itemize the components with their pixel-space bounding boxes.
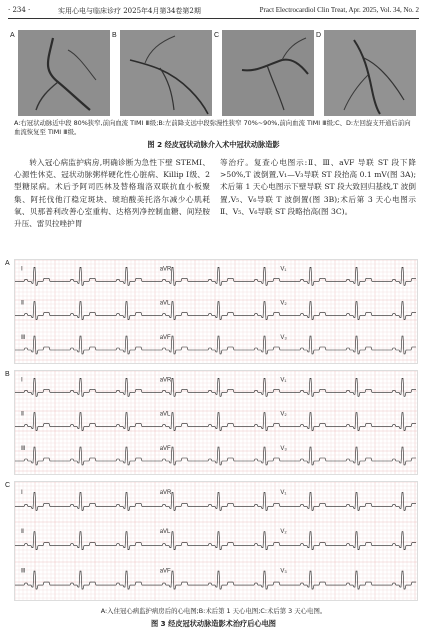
- lead-label-precordial: V₁: [280, 377, 287, 384]
- lead-label-limb: Ⅱ: [21, 300, 24, 307]
- panel-label-d: D: [316, 32, 322, 39]
- figure2-title: 图 2 经皮冠状动脉介入术中冠状动脉造影: [147, 140, 280, 149]
- page-number: · 234 ·: [8, 6, 31, 14]
- figure3-caption: A:入住冠心病监护病房后的心电图;B:术后第 1 天心电图;C:术后第 3 天心电图。: [100, 607, 327, 615]
- figure2-angiograms: [10, 30, 416, 116]
- lead-label-limb: Ⅰ: [21, 377, 23, 384]
- lead-label-limb: Ⅰ: [21, 489, 23, 496]
- lead-label-augmented: aVL: [159, 411, 171, 418]
- lead-label-augmented: aVF: [159, 334, 171, 341]
- ecg-panel-letter: C: [5, 482, 11, 489]
- lead-label-augmented: aVR: [159, 377, 172, 384]
- lead-label-precordial: V₃: [280, 445, 287, 452]
- angiogram-panel-c: [222, 30, 314, 116]
- figure2-caption: A:右冠状动脉近中段 80%狭窄,前向血流 TIMI Ⅲ级;B:左前降支远中段弥漫性狭窄 70%~90%,前向血流 TIMI Ⅲ级;C、D:左回旋支开通后前向血流恢复至 TIMI Ⅲ级。: [14, 119, 411, 136]
- panel-label-a: A: [10, 32, 15, 39]
- angiogram-image-d: [324, 30, 416, 116]
- angiogram-panel-a: [18, 30, 110, 116]
- angiogram-image-a: [18, 30, 110, 116]
- lead-label-limb: Ⅲ: [21, 568, 26, 575]
- lead-label-precordial: V₁: [280, 489, 287, 496]
- lead-label-limb: Ⅱ: [21, 411, 24, 418]
- ecg-panel-letter: A: [5, 260, 10, 267]
- lead-label-precordial: V₁: [280, 266, 287, 273]
- lead-label-precordial: V₂: [280, 529, 287, 536]
- journal-title-cn: 实用心电与临床诊疗 2025年4月第34卷第2期: [58, 7, 201, 15]
- ecg-tracing-c: [15, 482, 417, 600]
- header-rule: [8, 18, 419, 19]
- lead-label-precordial: V₂: [280, 300, 287, 307]
- body-text-right: 等治疗。复查心电图示:Ⅱ、Ⅲ、aVF 导联 ST 段下降>50%,T 波倒置,V₁—V₃导联 ST 段抬高 0.1 mV(图 3A);术后第 1 天心电图示下壁导联 ST 段大致回归基线,T 波倒置,V₅、V₆导联 T 波倒置(图 3B);术后第 3 天心电图示 Ⅱ、V₅、V₆导联 ST 段略抬高(图 3C)。: [220, 158, 416, 216]
- lead-label-augmented: aVF: [159, 445, 171, 452]
- angiogram-panel-b: [120, 30, 212, 116]
- body-text-left: 转入冠心病监护病房,明确诊断为急性下壁 STEMI、心源性休克、冠状动脉粥样硬化性心脏病、Killip Ⅰ级、2型糖尿病。术后予阿司匹林及替格瑞洛双联抗血小板聚集、阿托伐他汀稳定斑块、琥珀酸美托洛尔减少心肌耗氧、贝那普利改善心室重构、达格列净控制血糖、间羟胺升压、雷贝拉唑护胃: [14, 158, 210, 229]
- ecg-panel-c: [5, 481, 418, 601]
- lead-label-augmented: aVR: [159, 489, 172, 496]
- lead-label-precordial: V₂: [280, 411, 287, 418]
- lead-label-precordial: V₃: [280, 334, 287, 341]
- lead-label-limb: Ⅱ: [21, 529, 24, 536]
- angiogram-panel-d: [324, 30, 416, 116]
- journal-title-en: Pract Electrocardiol Clin Treat, Apr. 2025, Vol. 34, No. 2: [259, 6, 419, 14]
- angiogram-image-c: [222, 30, 314, 116]
- lead-label-augmented: aVR: [159, 266, 172, 273]
- lead-label-augmented: aVF: [159, 568, 171, 575]
- ecg-panel-a: [5, 259, 418, 364]
- angiogram-image-b: [120, 30, 212, 116]
- ecg-tracing-b: [15, 371, 417, 474]
- lead-label-limb: Ⅰ: [21, 266, 23, 273]
- panel-label-c: C: [214, 32, 220, 39]
- figure3-title: 图 3 经皮冠状动脉造影术治疗后心电图: [150, 619, 276, 628]
- lead-label-augmented: aVL: [159, 529, 171, 536]
- ecg-panel-letter: B: [5, 371, 10, 378]
- ecg-tracing-a: [15, 260, 417, 363]
- panel-label-b: B: [112, 32, 117, 39]
- running-header: [8, 6, 419, 18]
- ecg-panel-b: [5, 370, 418, 475]
- lead-label-precordial: V₃: [280, 568, 287, 575]
- lead-label-limb: Ⅲ: [21, 445, 26, 452]
- lead-label-augmented: aVL: [159, 300, 171, 307]
- lead-label-limb: Ⅲ: [21, 334, 26, 341]
